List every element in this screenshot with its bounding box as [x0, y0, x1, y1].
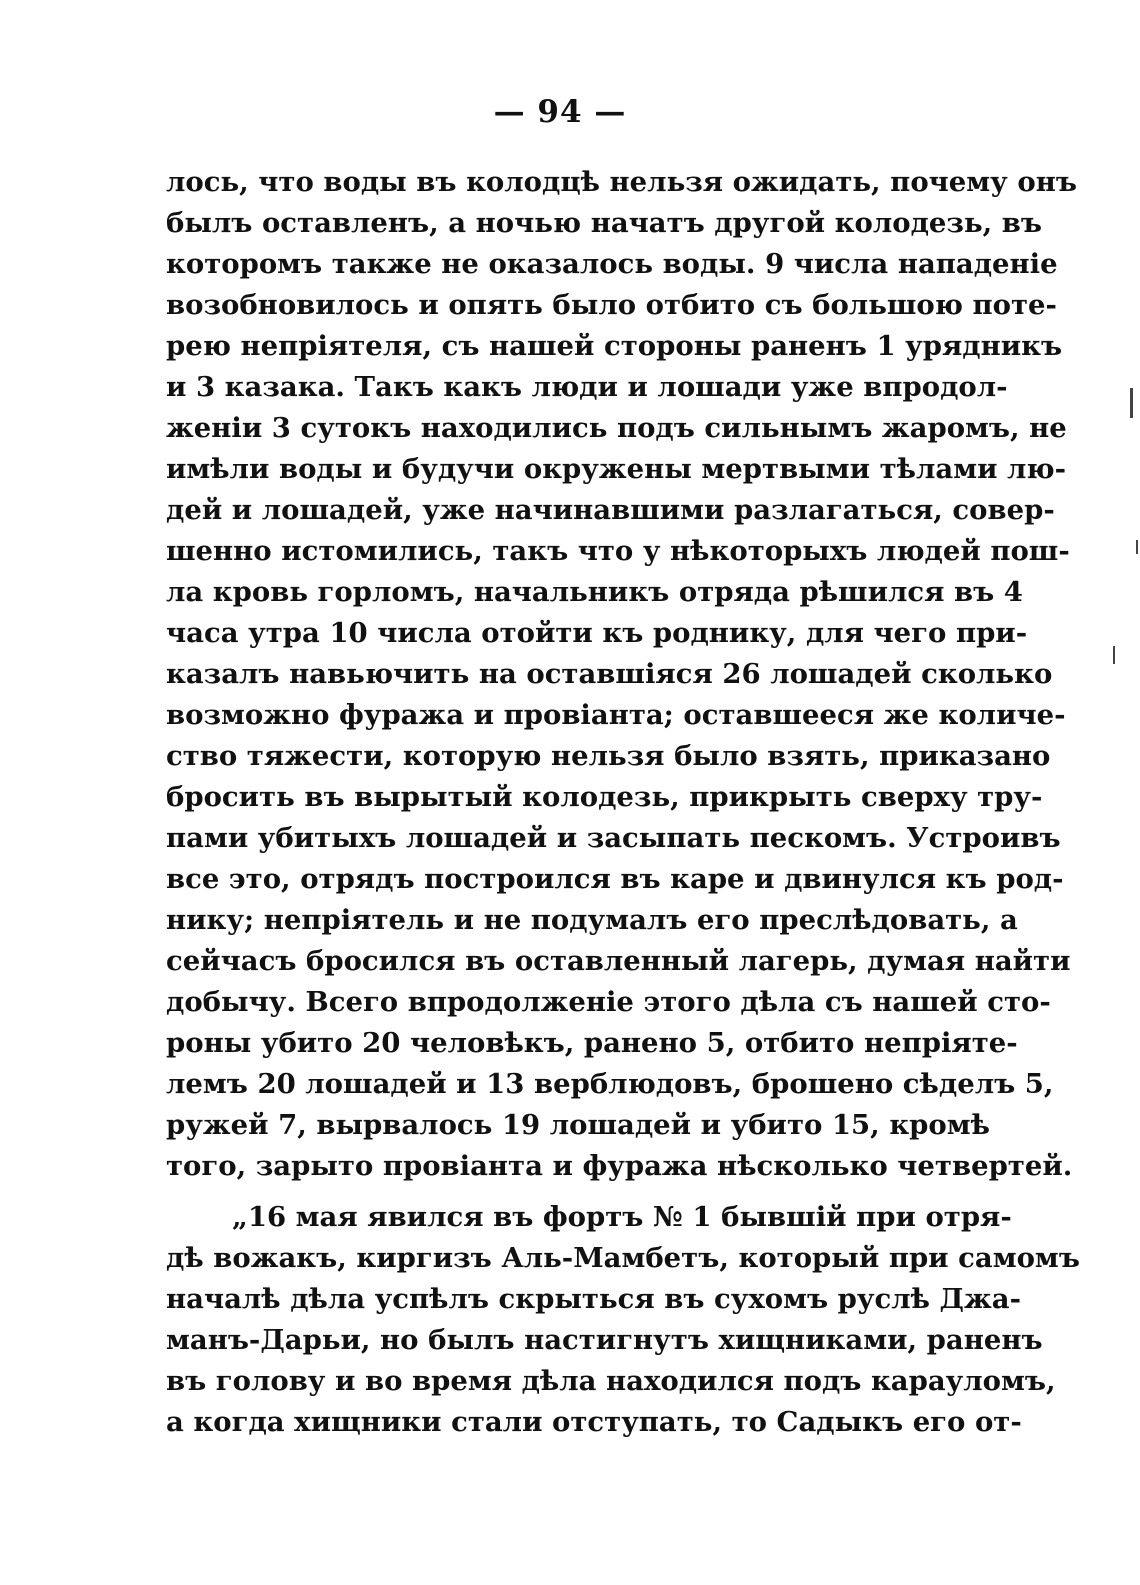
text-line: дѣ вожакъ, киргизъ Аль-Мамбетъ, который при самомъ [166, 1242, 1080, 1274]
text-line: шенно истомились, такъ что у нѣкоторыхъ людей пош- [166, 535, 1070, 567]
text-line: возможно фуража и провіанта; оставшееся же количе- [166, 699, 1066, 731]
text-line: ла кровь горломъ, начальникъ отряда рѣшился въ 4 [166, 576, 1023, 608]
scan-artifact [1136, 540, 1138, 554]
text-line: рею непріятеля, съ нашей стороны раненъ 1 урядникъ [166, 330, 1063, 362]
text-line: сейчасъ бросился въ оставленный лагерь, думая найти [166, 945, 1071, 977]
text-line: началѣ дѣла успѣлъ скрыться въ сухомъ руслѣ Джа- [166, 1283, 1021, 1315]
text-line: манъ-Дарьи, но былъ настигнутъ хищниками, раненъ [166, 1324, 1043, 1356]
text-line: добычу. Всего впродолженіе этого дѣла съ нашей сто- [166, 986, 1051, 1018]
page-number: — 94 — [493, 94, 627, 130]
text-line: все это, отрядъ построился въ каре и двинулся къ род- [166, 863, 1064, 895]
text-line: дей и лошадей, уже начинавшими разлагаться, совер- [166, 494, 1055, 526]
paragraph-1 [166, 162, 1077, 1187]
text-line: лось, что воды въ колодцѣ нельзя ожидать, почему онъ [166, 166, 1077, 198]
text-line: пами убитыхъ лошадей и засыпать пескомъ. Устроивъ [166, 822, 1061, 854]
text-line: роны убито 20 человѣкъ, ранено 5, отбито непріяте- [166, 1027, 1018, 1059]
body-text [166, 162, 1080, 1443]
text-line: въ голову и во время дѣла находился подъ карауломъ, [166, 1365, 1056, 1397]
text-line: казалъ навьючить на оставшіяся 26 лошадей сколько [166, 658, 1053, 690]
text-line: возобновилось и опять было отбито съ большою поте- [166, 289, 1057, 321]
text-line: „16 мая явился въ фортъ № 1 бывшій при отря- [232, 1201, 1012, 1233]
text-line: ружей 7, вырвалось 19 лошадей и убито 15, кромѣ [166, 1109, 990, 1141]
text-line: былъ оставленъ, а ночью начатъ другой колодезь, въ [166, 207, 1042, 239]
text-line: того, зарыто провіанта и фуража нѣсколько четвертей. [166, 1150, 1073, 1182]
text-line: часа утра 10 числа отойти къ роднику, для чего при- [166, 617, 1028, 649]
text-line: и 3 казака. Такъ какъ люди и лошади уже впродол- [166, 371, 1008, 403]
text-line: женіи 3 сутокъ находились подъ сильнымъ жаромъ, не [166, 412, 1067, 444]
paragraph-gap [166, 1187, 956, 1197]
scan-artifact [1130, 388, 1133, 418]
text-line: ство тяжести, которую нельзя было взять, приказано [166, 740, 1051, 772]
paragraph-2 [166, 1197, 1080, 1443]
text-line: которомъ также не оказалось воды. 9 числа нападеніе [166, 248, 1058, 280]
text-line: лемъ 20 лошадей и 13 верблюдовъ, брошено сѣделъ 5, [166, 1068, 1054, 1100]
text-line: нику; непріятель и не подумалъ его преслѣдовать, а [166, 904, 1018, 936]
scan-artifact [1113, 646, 1115, 664]
text-line: а когда хищники стали отступать, то Садыкъ его от- [166, 1406, 1022, 1438]
text-line: имѣли воды и будучи окружены мертвыми тѣлами лю- [166, 453, 1067, 485]
text-line: бросить въ вырытый колодезь, прикрыть сверху тру- [166, 781, 1043, 813]
